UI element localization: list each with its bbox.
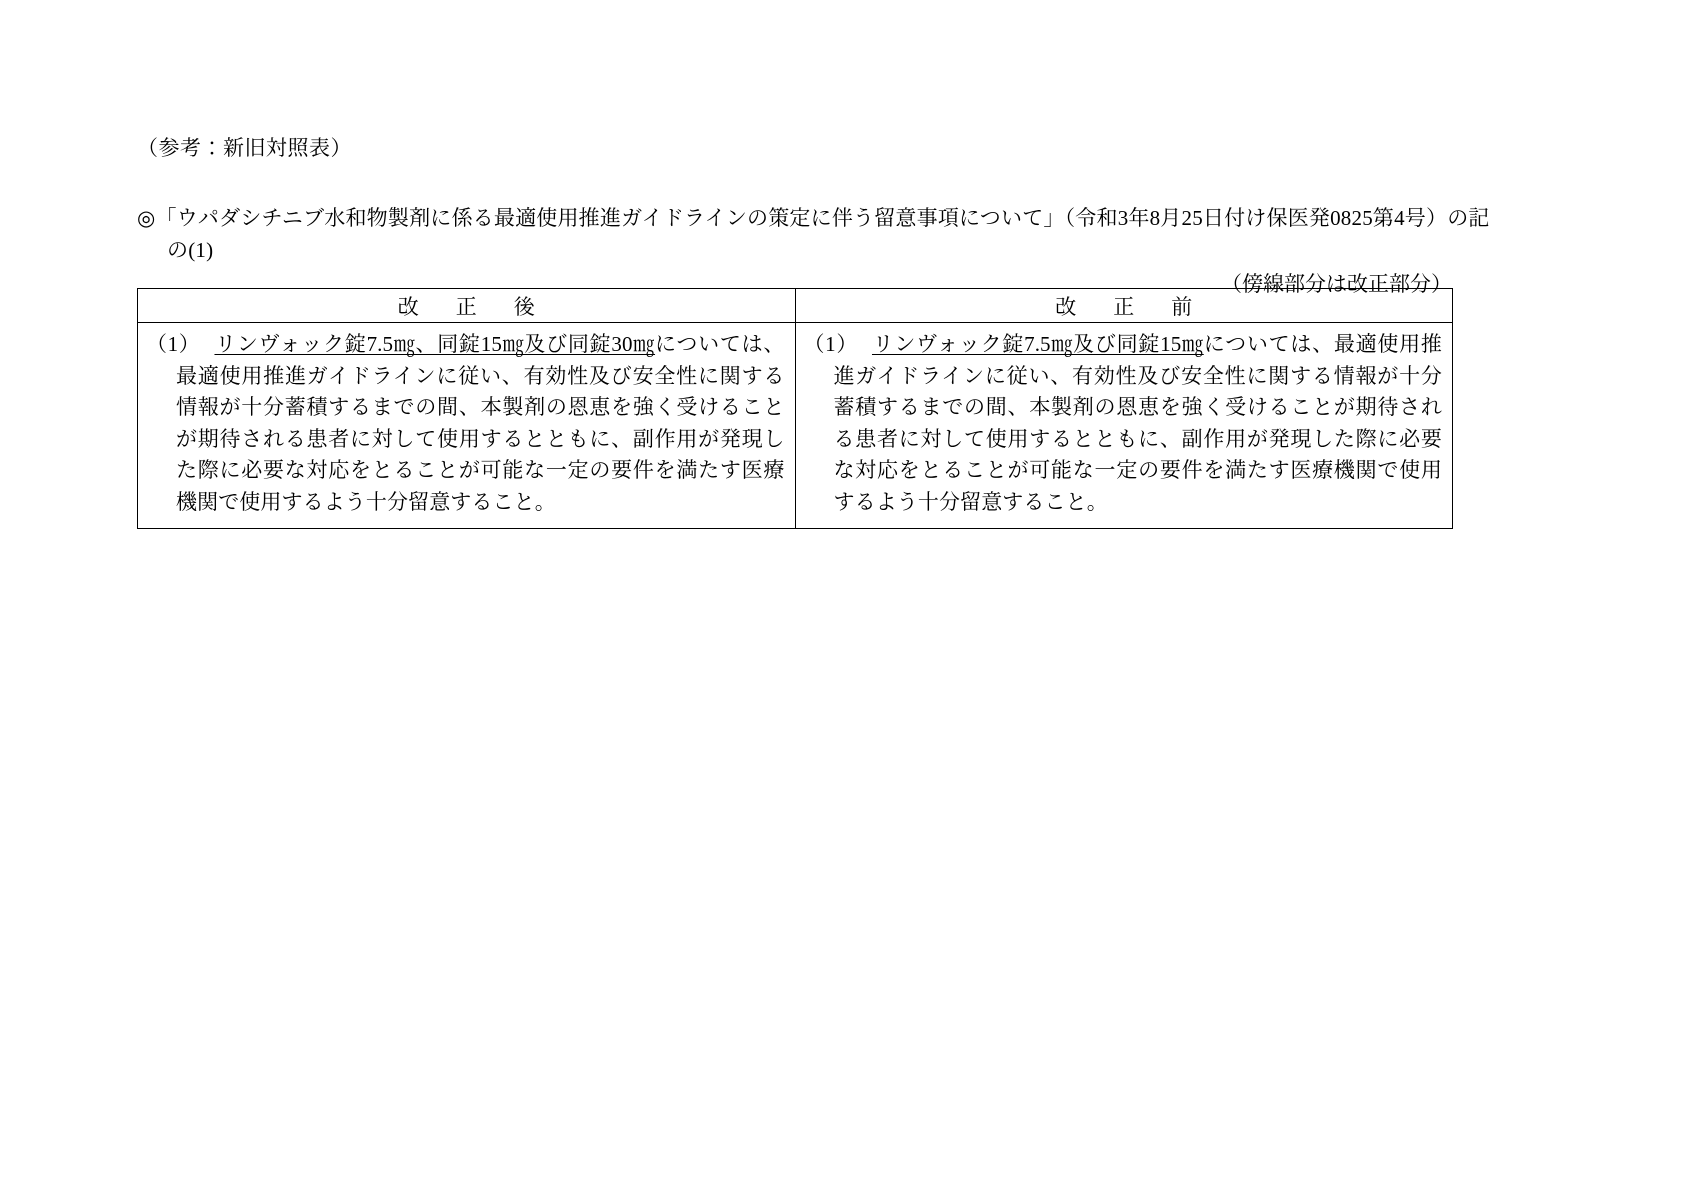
paragraph-before [804, 329, 1443, 518]
document-heading [137, 202, 1490, 266]
paragraph-number-after: （1） [146, 332, 201, 356]
underlined-text-before: リンヴォック錠7.5㎎及び同錠15㎎ [871, 332, 1204, 356]
heading-line-2: の(1) [167, 238, 214, 262]
underline-legend: （傍線部分は改正部分） [1221, 272, 1452, 296]
paragraph-text-after: については、最適使用推進ガイドラインに従い、有効性及び安全性に関する情報が十分蓄積するまでの間、本製剤の恩恵を強く受けることが期待される患者に対して使用するとともに、副作用が発現した際に必要な対応をとることが可能な一定の要件を満たす医療機関で使用するよう十分留意すること。 [176, 332, 785, 514]
column-header-before-label: 改 正 前 [1055, 295, 1201, 319]
column-header-before [795, 289, 1453, 323]
paragraph-number-before: （1） [803, 332, 858, 356]
column-header-after-label: 改 正 後 [397, 295, 543, 319]
cell-after-body [146, 329, 785, 518]
cell-before [795, 323, 1453, 529]
reference-note: （参考：新旧対照表） [137, 136, 352, 160]
table-row [138, 323, 1453, 529]
paragraph-after [146, 329, 785, 518]
comparison-table [137, 288, 1453, 529]
cell-after [138, 323, 796, 529]
column-header-after [138, 289, 796, 323]
heading-line-1: ◎「ウパダシチニブ水和物製剤に係る最適使用推進ガイドラインの策定に伴う留意事項について」（令和3年8月25日付け保医発0825第4号）の記 [137, 206, 1490, 230]
underlined-text-after: リンヴォック錠7.5㎎、同錠15㎎及び同錠30㎎ [214, 332, 656, 356]
table-header-row [138, 289, 1453, 323]
paragraph-text-before: については、最適使用推進ガイドラインに従い、有効性及び安全性に関する情報が十分蓄積するまでの間、本製剤の恩恵を強く受けることが期待される患者に対して使用するとともに、副作用が発現した際に必要な対応をとることが可能な一定の要件を満たす医療機関で使用するよう十分留意すること。 [833, 332, 1442, 514]
cell-before-body [804, 329, 1443, 518]
